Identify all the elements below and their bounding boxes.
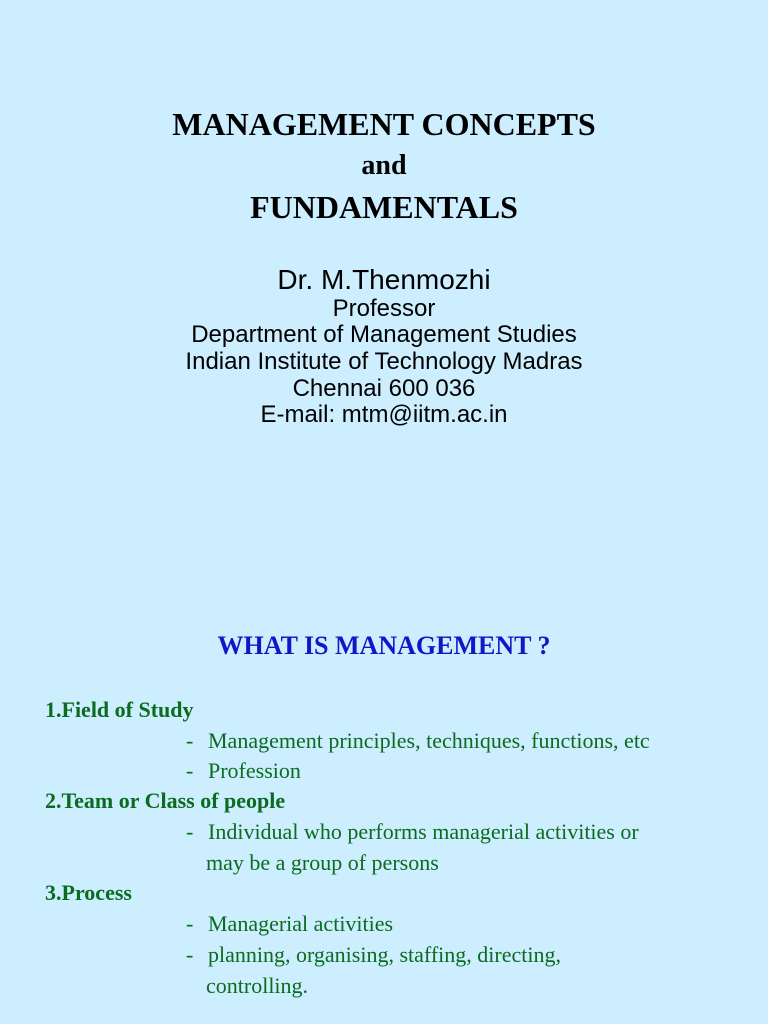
author-department: Department of Management Studies xyxy=(191,321,577,348)
section-heading: WHAT IS MANAGEMENT ? xyxy=(217,631,551,660)
slide-title-line-2: and xyxy=(361,150,407,181)
list-item: - Managerial activities xyxy=(186,911,394,936)
list-item: - Profession xyxy=(186,758,301,783)
group-heading-process: 3.Process xyxy=(45,880,132,905)
group-heading-team-or-class: 2.Team or Class of people xyxy=(45,788,286,813)
list-item: - planning, organising, staffing, directing, xyxy=(186,942,561,967)
slide-title-line-1: MANAGEMENT CONCEPTS xyxy=(172,106,596,142)
author-city: Chennai 600 036 xyxy=(292,375,476,402)
group-heading-field-of-study: 1.Field of Study xyxy=(45,697,194,722)
slide-title-line-3: FUNDAMENTALS xyxy=(250,189,518,225)
list-item: - Individual who performs managerial activities or xyxy=(186,819,639,844)
author-institute: Indian Institute of Technology Madras xyxy=(185,348,583,375)
list-item: - Management principles, techniques, functions, etc xyxy=(186,728,650,753)
author-role: Professor xyxy=(332,295,436,322)
list-item-continuation: controlling. xyxy=(206,973,309,998)
list-item-continuation: may be a group of persons xyxy=(206,850,439,875)
author-name: Dr. M.Thenmozhi xyxy=(277,264,491,295)
author-email: E-mail: mtm@iitm.ac.in xyxy=(260,401,508,428)
